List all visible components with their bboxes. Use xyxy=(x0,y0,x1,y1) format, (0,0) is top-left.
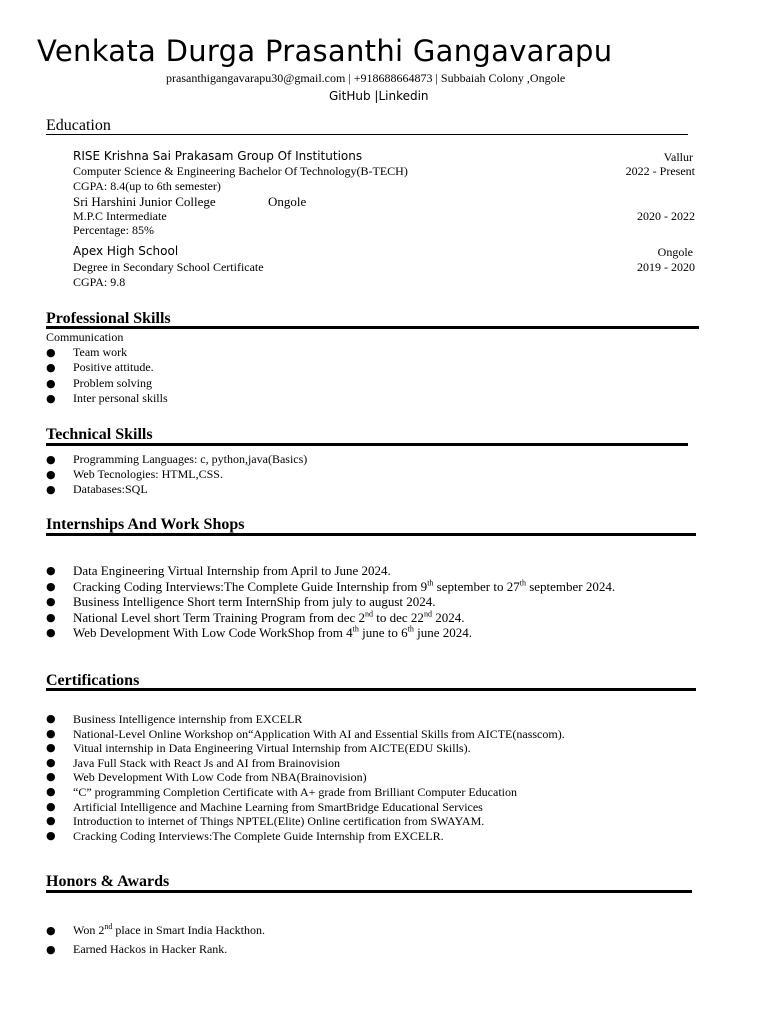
list-item: ● Web Development With Low Code WorkShop from 4th june to 6th june 2024. xyxy=(46,625,615,641)
list-item: ● Won 2nd place in Smart India Hackthon. xyxy=(46,921,265,940)
edu-dates: 2022 - Present xyxy=(625,164,695,178)
list-item: ● National Level short Term Training Program from dec 2nd to dec 22nd 2024. xyxy=(46,610,615,626)
honors-heading: Honors & Awards xyxy=(46,873,170,890)
edu-score: CGPA: 8.4(up to 6th semester) xyxy=(73,179,221,193)
profile-links xyxy=(329,89,429,103)
list-item: ● Databases:SQL xyxy=(46,482,307,497)
list-item: ● Cracking Coding Interviews:The Complete Guide Internship from EXCELR. xyxy=(46,829,565,844)
education-heading: Education xyxy=(46,117,111,134)
github-link[interactable]: GitHub xyxy=(329,89,371,103)
list-item: ● Artificial Intelligence and Machine Learning from SmartBridge Educational Services xyxy=(46,800,565,815)
list-item: ● Business Intelligence Short term InternShip from july to august 2024. xyxy=(46,594,615,610)
list-item: ● Cracking Coding Interviews:The Complete Guide Internship from 9th september to 27th september 2024. xyxy=(46,579,615,595)
list-item: ● Inter personal skills xyxy=(46,391,168,406)
list-item: ● Team work xyxy=(46,345,168,360)
edu-location: Ongole xyxy=(657,245,693,259)
list-item: ● Web Development With Low Code from NBA(Brainovision) xyxy=(46,770,565,785)
list-item: ● Programming Languages: c, python,java(Basics) xyxy=(46,452,307,467)
certifications-list xyxy=(46,712,565,843)
list-item: ● Earned Hackos in Hacker Rank. xyxy=(46,940,265,959)
professional-skills-list xyxy=(46,345,168,406)
list-item: ● Data Engineering Virtual Internship from April to June 2024. xyxy=(46,563,615,579)
edu-score: Percentage: 85% xyxy=(73,223,154,237)
edu-dates: 2019 - 2020 xyxy=(637,260,695,274)
internships-heading: Internships And Work Shops xyxy=(46,516,245,533)
edu-degree: Computer Science & Engineering Bachelor Of Technology(B-TECH) xyxy=(73,164,408,178)
candidate-name: Venkata Durga Prasanthi Gangavarapu xyxy=(37,34,613,68)
honors-list xyxy=(46,921,265,959)
list-item: ● Introduction to internet of Things NPTEL(Elite) Online certification from SWAYAM. xyxy=(46,814,565,829)
edu-degree: M.P.C Intermediate xyxy=(73,209,167,223)
edu-location: Ongole xyxy=(268,194,307,209)
certifications-rule xyxy=(46,688,696,691)
professional-skill-item: Communication xyxy=(46,330,124,344)
edu-institution: Apex High School xyxy=(73,244,179,258)
education-rule xyxy=(46,134,688,135)
list-item: ● Problem solving xyxy=(46,376,168,391)
honors-rule xyxy=(46,890,692,893)
edu-score: CGPA: 9.8 xyxy=(73,275,126,289)
internships-list xyxy=(46,563,615,641)
list-item: ● Vitual internship in Data Engineering Virtual Internship from AICTE(EDU Skills). xyxy=(46,741,565,756)
technical-skills-heading: Technical Skills xyxy=(46,426,153,443)
certifications-heading: Certifications xyxy=(46,672,140,689)
internships-rule xyxy=(46,533,696,536)
technical-skills-rule xyxy=(46,443,688,446)
list-item: ● Web Tecnologies: HTML,CSS. xyxy=(46,467,307,482)
list-item: ● “C” programming Completion Certificate with A+ grade from Brilliant Computer Education xyxy=(46,785,565,800)
linkedin-link[interactable]: Linkedin xyxy=(378,89,429,103)
technical-skills-list xyxy=(46,452,307,498)
professional-skills-rule xyxy=(46,326,699,329)
list-item: ● National-Level Online Workshop on“Application With AI and Essential Skills from AICTE(nasscom). xyxy=(46,727,565,742)
contact-line: prasanthigangavarapu30@gmail.com | +918688664873 | Subbaiah Colony ,Ongole xyxy=(166,71,566,85)
list-item: ● Positive attitude. xyxy=(46,360,168,375)
list-item: ● Java Full Stack with React Js and AI from Brainovision xyxy=(46,756,565,771)
professional-skills-heading: Professional Skills xyxy=(46,310,171,327)
edu-dates: 2020 - 2022 xyxy=(637,209,695,223)
edu-institution: RISE Krishna Sai Prakasam Group Of Institutions xyxy=(73,149,363,163)
list-item: ● Business Intelligence internship from EXCELR xyxy=(46,712,565,727)
edu-location: Vallur xyxy=(663,150,693,164)
edu-institution: Sri Harshini Junior College xyxy=(73,194,216,209)
link-separator: | xyxy=(370,89,379,103)
edu-degree: Degree in Secondary School Certificate xyxy=(73,260,264,274)
